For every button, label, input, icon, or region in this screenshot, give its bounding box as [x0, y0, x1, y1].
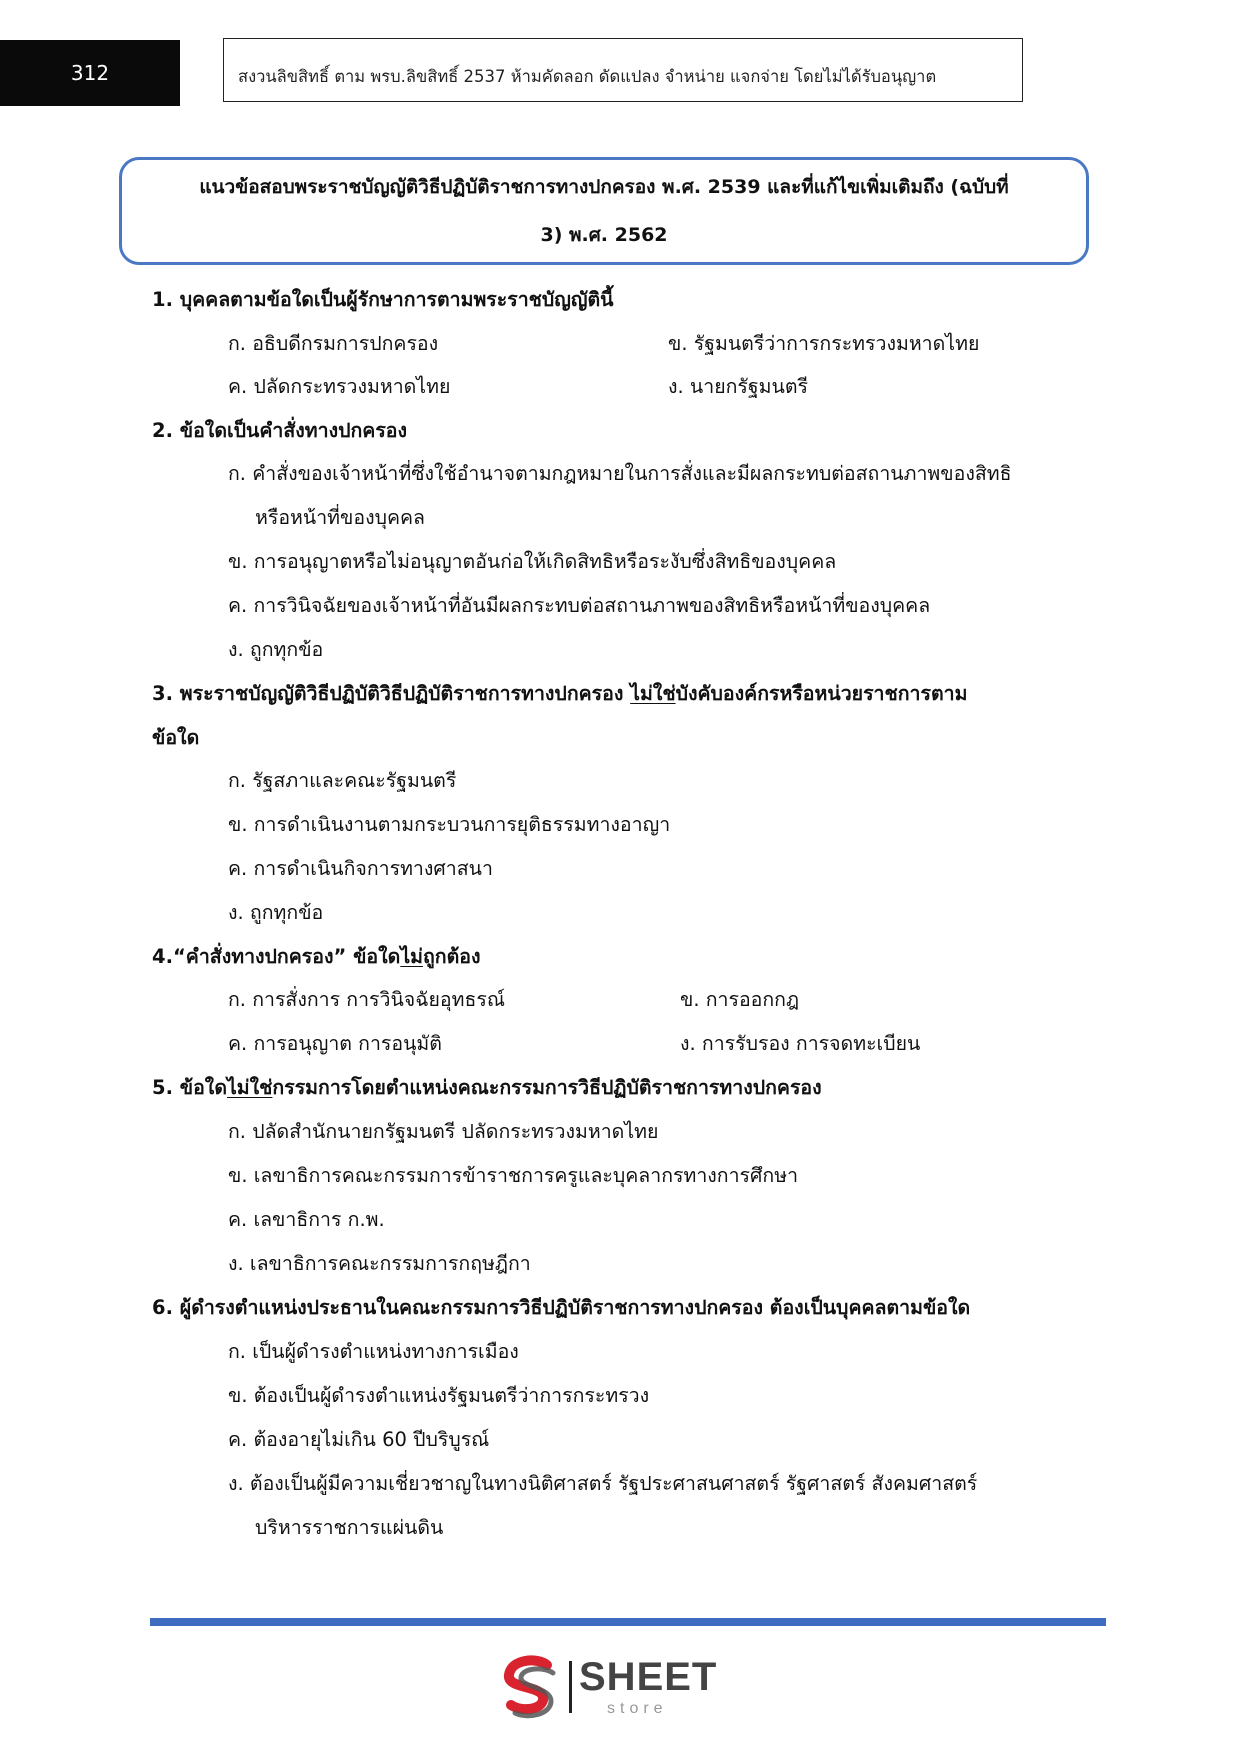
sheet-store-logo-icon — [497, 1655, 563, 1721]
exam-title-box — [119, 157, 1089, 265]
copyright-notice — [223, 38, 1023, 102]
q5-option-d: ง. เลขาธิการคณะกรรมการกฤษฎีกา — [228, 1252, 531, 1275]
exam-title-line-2: 3) พ.ศ. 2562 — [540, 224, 668, 246]
q5-text-end: กรรมการโดยตำแหน่งคณะกรรมการวิธีปฏิบัติราชการทางปกครอง — [272, 1076, 822, 1099]
q6-option-d-continued: บริหารราชการแผ่นดิน — [255, 1516, 444, 1539]
q5-option-c: ค. เลขาธิการ ก.พ. — [228, 1208, 385, 1231]
page-number: 312 — [0, 40, 180, 106]
q5-option-a: ก. ปลัดสำนักนายกรัฐมนตรี ปลัดกระทรวงมหาดไทย — [228, 1120, 659, 1143]
q3-option-b: ข. การดำเนินงานตามกระบวนการยุติธรรมทางอาญา — [228, 813, 671, 836]
q4-option-b: ข. การออกกฎ — [680, 988, 800, 1011]
copyright-text: สงวนลิขสิทธิ์ ตาม พรบ.ลิขสิทธิ์ 2537 ห้ามคัดลอก ดัดแปลง จำหน่าย แจกจ่าย โดยไม่ได้รับอนุญาต — [238, 67, 937, 86]
question-5 — [152, 1075, 822, 1101]
sheet-store-logo — [497, 1655, 717, 1721]
exam-title-line-1: แนวข้อสอบพระราชบัญญัติวิธีปฏิบัติราชการทางปกครอง พ.ศ. 2539 และที่แก้ไขเพิ่มเติมถึง (ฉบับที่ — [199, 176, 1009, 198]
q3-option-a: ก. รัฐสภาและคณะรัฐมนตรี — [228, 769, 457, 792]
q3-option-c: ค. การดำเนินกิจการทางศาสนา — [228, 857, 493, 880]
q4-option-d: ง. การรับรอง การจดทะเบียน — [680, 1032, 921, 1055]
question-3 — [152, 681, 967, 707]
q5-text-start: 5. ข้อใด — [152, 1076, 227, 1099]
q4-text-start: 4.“คำสั่งทางปกครอง” ข้อใด — [152, 945, 401, 968]
q2-option-a-continued: หรือหน้าที่ของบุคคล — [255, 506, 426, 529]
q3-text-underlined: ไม่ใช่ — [630, 682, 676, 705]
q6-option-a: ก. เป็นผู้ดำรงตำแหน่งทางการเมือง — [228, 1340, 519, 1363]
logo-divider — [569, 1661, 572, 1713]
logo-wordmark: SHEET — [579, 1655, 718, 1699]
q3-option-d: ง. ถูกทุกข้อ — [228, 901, 324, 924]
q2-option-c: ค. การวินิจฉัยของเจ้าหน้าที่อันมีผลกระทบต่อสถานภาพของสิทธิหรือหน้าที่ของบุคคล — [228, 594, 931, 617]
q2-option-b: ข. การอนุญาตหรือไม่อนุญาตอันก่อให้เกิดสิทธิหรือระงับซึ่งสิทธิของบุคคล — [228, 550, 837, 573]
q1-option-a: ก. อธิบดีกรมการปกครอง — [228, 332, 439, 355]
question-3-continued: ข้อใด — [152, 726, 200, 749]
question-4 — [152, 944, 481, 970]
q1-option-b: ข. รัฐมนตรีว่าการกระทรวงมหาดไทย — [668, 332, 980, 355]
q5-option-b: ข. เลขาธิการคณะกรรมการข้าราชการครูและบุคลากรทางการศึกษา — [228, 1164, 799, 1187]
q6-option-b: ข. ต้องเป็นผู้ดำรงตำแหน่งรัฐมนตรีว่าการกระทรวง — [228, 1384, 650, 1407]
q3-text-end: บังคับองค์กรหรือหน่วยราชการตาม — [675, 682, 968, 705]
q4-option-a: ก. การสั่งการ การวินิจฉัยอุทธรณ์ — [228, 988, 505, 1011]
q4-text-underlined: ไม่ — [400, 945, 423, 968]
q6-option-d: ง. ต้องเป็นผู้มีความเชี่ยวชาญในทางนิติศาสตร์ รัฐประศาสนศาสตร์ รัฐศาสตร์ สังคมศาสตร์ — [228, 1472, 978, 1495]
q1-option-d: ง. นายกรัฐมนตรี — [668, 375, 808, 398]
logo-subtext: store — [607, 1700, 668, 1717]
q4-option-c: ค. การอนุญาต การอนุมัติ — [228, 1032, 442, 1055]
question-6: 6. ผู้ดำรงตำแหน่งประธานในคณะกรรมการวิธีปฏิบัติราชการทางปกครอง ต้องเป็นบุคคลตามข้อใด — [152, 1296, 971, 1319]
q5-text-underlined: ไม่ใช่ — [227, 1076, 273, 1099]
footer-divider — [150, 1618, 1106, 1626]
question-1: 1. บุคคลตามข้อใดเป็นผู้รักษาการตามพระราชบัญญัตินี้ — [152, 288, 614, 311]
q6-option-c: ค. ต้องอายุไม่เกิน 60 ปีบริบูรณ์ — [228, 1428, 490, 1451]
q1-option-c: ค. ปลัดกระทรวงมหาดไทย — [228, 375, 451, 398]
q3-text-start: 3. พระราชบัญญัติวิธีปฏิบัติวิธีปฏิบัติราชการทางปกครอง — [152, 682, 631, 705]
question-2: 2. ข้อใดเป็นคำสั่งทางปกครอง — [152, 419, 408, 442]
q2-option-d: ง. ถูกทุกข้อ — [228, 638, 324, 661]
q2-option-a: ก. คำสั่งของเจ้าหน้าที่ซึ่งใช้อำนาจตามกฎหมายในการสั่งและมีผลกระทบต่อสถานภาพของสิทธิ — [228, 462, 1012, 485]
q4-text-end: ถูกต้อง — [422, 945, 481, 968]
